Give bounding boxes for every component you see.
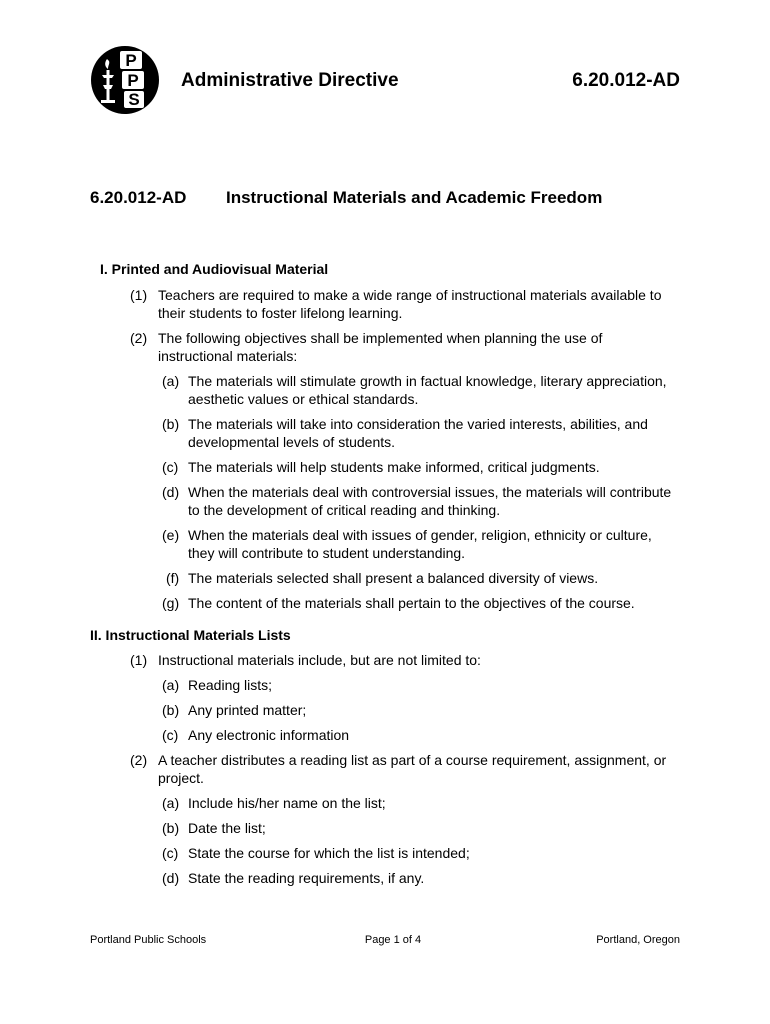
list-marker: (a) (162, 677, 180, 693)
sub-list-item (0, 794, 770, 812)
section-heading: II. Instructional Materials Lists (90, 627, 291, 643)
sub-list-item (0, 701, 770, 719)
footer-organization: Portland Public Schools (90, 934, 207, 946)
list-marker: (1) (130, 652, 148, 668)
sub-list-item (0, 676, 770, 694)
list-item-text: When the materials deal with controversial issues, the materials will contribute to the development of critical reading and thinking. (188, 484, 672, 518)
sub-list-item (0, 844, 770, 862)
list-item-text: The materials will stimulate growth in factual knowledge, literary appreciation, aesthetic values or ethical standards. (188, 373, 667, 407)
pps-logo (90, 45, 160, 115)
section-heading: I. Printed and Audiovisual Material (100, 261, 329, 277)
list-item (0, 751, 770, 787)
list-item-text: A teacher distributes a reading list as part of a course requirement, assignment, or project. (158, 752, 667, 786)
list-marker: (d) (162, 870, 180, 886)
list-marker: (2) (130, 330, 148, 346)
list-marker: (b) (162, 820, 180, 836)
list-item-text: The materials will help students make informed, critical judgments. (188, 459, 600, 475)
sub-list-item (0, 819, 770, 837)
list-item-text: Any printed matter; (188, 702, 307, 718)
document-title (90, 188, 602, 208)
list-item (0, 329, 770, 365)
list-marker: (a) (162, 373, 180, 389)
list-item (0, 286, 770, 322)
logo-letter-p2: P (127, 71, 139, 90)
sub-list-item (0, 569, 770, 587)
list-item-text: State the reading requirements, if any. (188, 870, 425, 886)
list-item-text: Teachers are required to make a wide range of instructional materials available to their students to foster lifelong learning. (158, 287, 662, 321)
list-marker: (b) (162, 702, 180, 718)
list-item-text: Date the list; (188, 820, 266, 836)
list-item-text: Any electronic information (188, 727, 350, 743)
header-title: Administrative Directive (181, 70, 399, 91)
list-marker: (a) (162, 795, 180, 811)
sub-list-item (0, 458, 770, 476)
sub-list-item (0, 869, 770, 887)
list-item-text: State the course for which the list is intended; (188, 845, 470, 861)
list-marker: (d) (162, 484, 180, 500)
logo-letter-s: S (128, 90, 140, 109)
list-item-text: The materials will take into consideration the varied interests, abilities, and developmental levels of students. (188, 416, 648, 450)
footer-location: Portland, Oregon (596, 934, 680, 946)
list-item-text: The following objectives shall be implemented when planning the use of instructional materials: (158, 330, 603, 364)
header-code: 6.20.012-AD (572, 70, 680, 91)
sub-list-item (0, 415, 770, 451)
list-marker: (g) (162, 595, 180, 611)
logo-letter-p1: P (125, 51, 137, 70)
list-marker: (c) (162, 459, 179, 475)
list-item-text: Reading lists; (188, 677, 273, 693)
list-marker: (c) (162, 845, 179, 861)
list-item-text: Instructional materials include, but are not limited to: (158, 652, 481, 668)
document-code: 6.20.012-AD (90, 188, 187, 207)
list-marker: (c) (162, 727, 179, 743)
document-title-text: Instructional Materials and Academic Freedom (226, 188, 603, 207)
list-marker: (1) (130, 287, 148, 303)
list-item-text: The content of the materials shall pertain to the objectives of the course. (188, 595, 635, 611)
document-body (0, 260, 770, 894)
sub-list-item (0, 594, 770, 612)
list-marker: (f) (166, 570, 180, 586)
list-item-text: Include his/her name on the list; (188, 795, 386, 811)
list-item-text: The materials selected shall present a balanced diversity of views. (188, 570, 599, 586)
sub-list-item (0, 726, 770, 744)
list-marker: (2) (130, 752, 148, 768)
sub-list-item (0, 483, 770, 519)
sub-list-item (0, 372, 770, 408)
footer-page-number: Page 1 of 4 (364, 934, 422, 946)
list-marker: (e) (162, 527, 180, 543)
list-item (0, 651, 770, 669)
list-item-text: When the materials deal with issues of gender, religion, ethnicity or culture, they will contribute to student understanding. (188, 527, 652, 561)
sub-list-item (0, 526, 770, 562)
list-marker: (b) (162, 416, 180, 432)
